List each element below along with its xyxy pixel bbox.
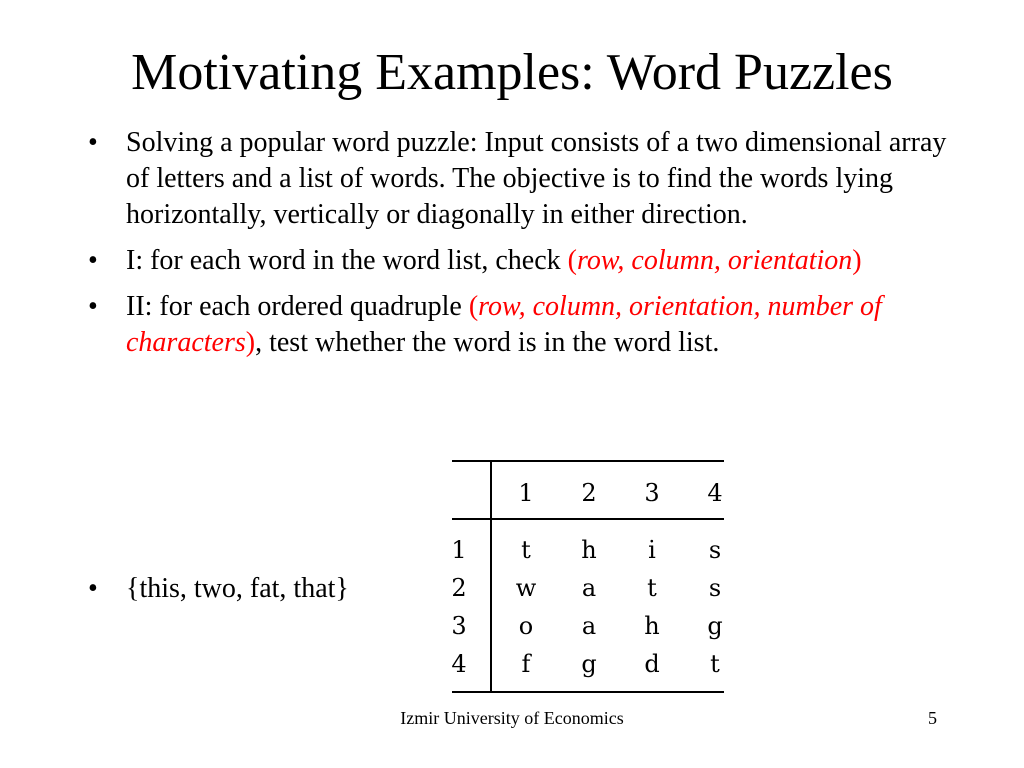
bullet-item-approach-one [88, 243, 948, 279]
bullet-item-word-list [88, 571, 349, 607]
bullet-text-suffix: , test whether the word is in the word list. [255, 327, 720, 358]
bullet-icon: • [88, 127, 98, 158]
letter-grid-table [452, 460, 724, 693]
highlight-text: row, column, orientation, number of characters [126, 291, 882, 358]
row-header: 3 [451, 612, 467, 640]
highlight-text: row, column, orientation [576, 245, 853, 276]
bullet-text: II: for each ordered quadruple [126, 291, 469, 322]
column-header: 4 [707, 479, 723, 507]
grid-cell: a [581, 574, 597, 602]
bullet-icon: • [88, 245, 98, 276]
bullet-text: I: for each word in the word list, check [126, 245, 568, 276]
grid-cell: g [581, 650, 597, 678]
bullet-item-approach-two [88, 289, 948, 361]
grid-cell: t [521, 536, 531, 564]
grid-cell: s [708, 536, 722, 564]
grid-cell: h [644, 612, 660, 640]
bullet-item-puzzle-description [88, 125, 948, 233]
grid-cell: t [647, 574, 657, 602]
column-header: 1 [518, 479, 534, 507]
table-top-rule [452, 460, 724, 462]
close-paren: ) [852, 245, 862, 276]
close-paren: ) [245, 327, 256, 358]
open-paren: ( [567, 245, 577, 276]
column-header: 2 [581, 479, 597, 507]
column-header: 3 [644, 479, 660, 507]
row-header: 4 [451, 650, 467, 678]
grid-cell: h [581, 536, 597, 564]
grid-cell: d [644, 650, 660, 678]
bullet-text: Solving a popular word puzzle: Input consists of a two dimensional array of letters and a list of words. The objective is to find the words lying horizontally, vertically or diagonally in either direction. [126, 127, 947, 230]
grid-cell: w [515, 574, 537, 602]
bullet-list [88, 125, 948, 361]
page-number: 5 [928, 708, 937, 728]
table-header-rule [452, 518, 724, 520]
open-paren: ( [468, 291, 479, 322]
grid-cell: g [707, 612, 723, 640]
grid-cell: i [648, 536, 656, 564]
grid-cell: s [708, 574, 722, 602]
row-header: 1 [451, 536, 467, 564]
grid-cell: t [710, 650, 720, 678]
bullet-text: {this, two, fat, that} [126, 573, 349, 604]
bullet-icon: • [88, 291, 98, 322]
bullet-icon: • [88, 573, 98, 604]
grid-cell: a [581, 612, 597, 640]
slide-title: Motivating Examples: Word Puzzles [131, 44, 893, 101]
grid-cell: o [518, 612, 534, 640]
table-bottom-rule [452, 691, 724, 693]
row-header: 2 [451, 574, 467, 602]
footer-institution: Izmir University of Economics [400, 708, 624, 728]
grid-cell: f [521, 650, 531, 678]
table-vertical-rule [490, 460, 492, 693]
